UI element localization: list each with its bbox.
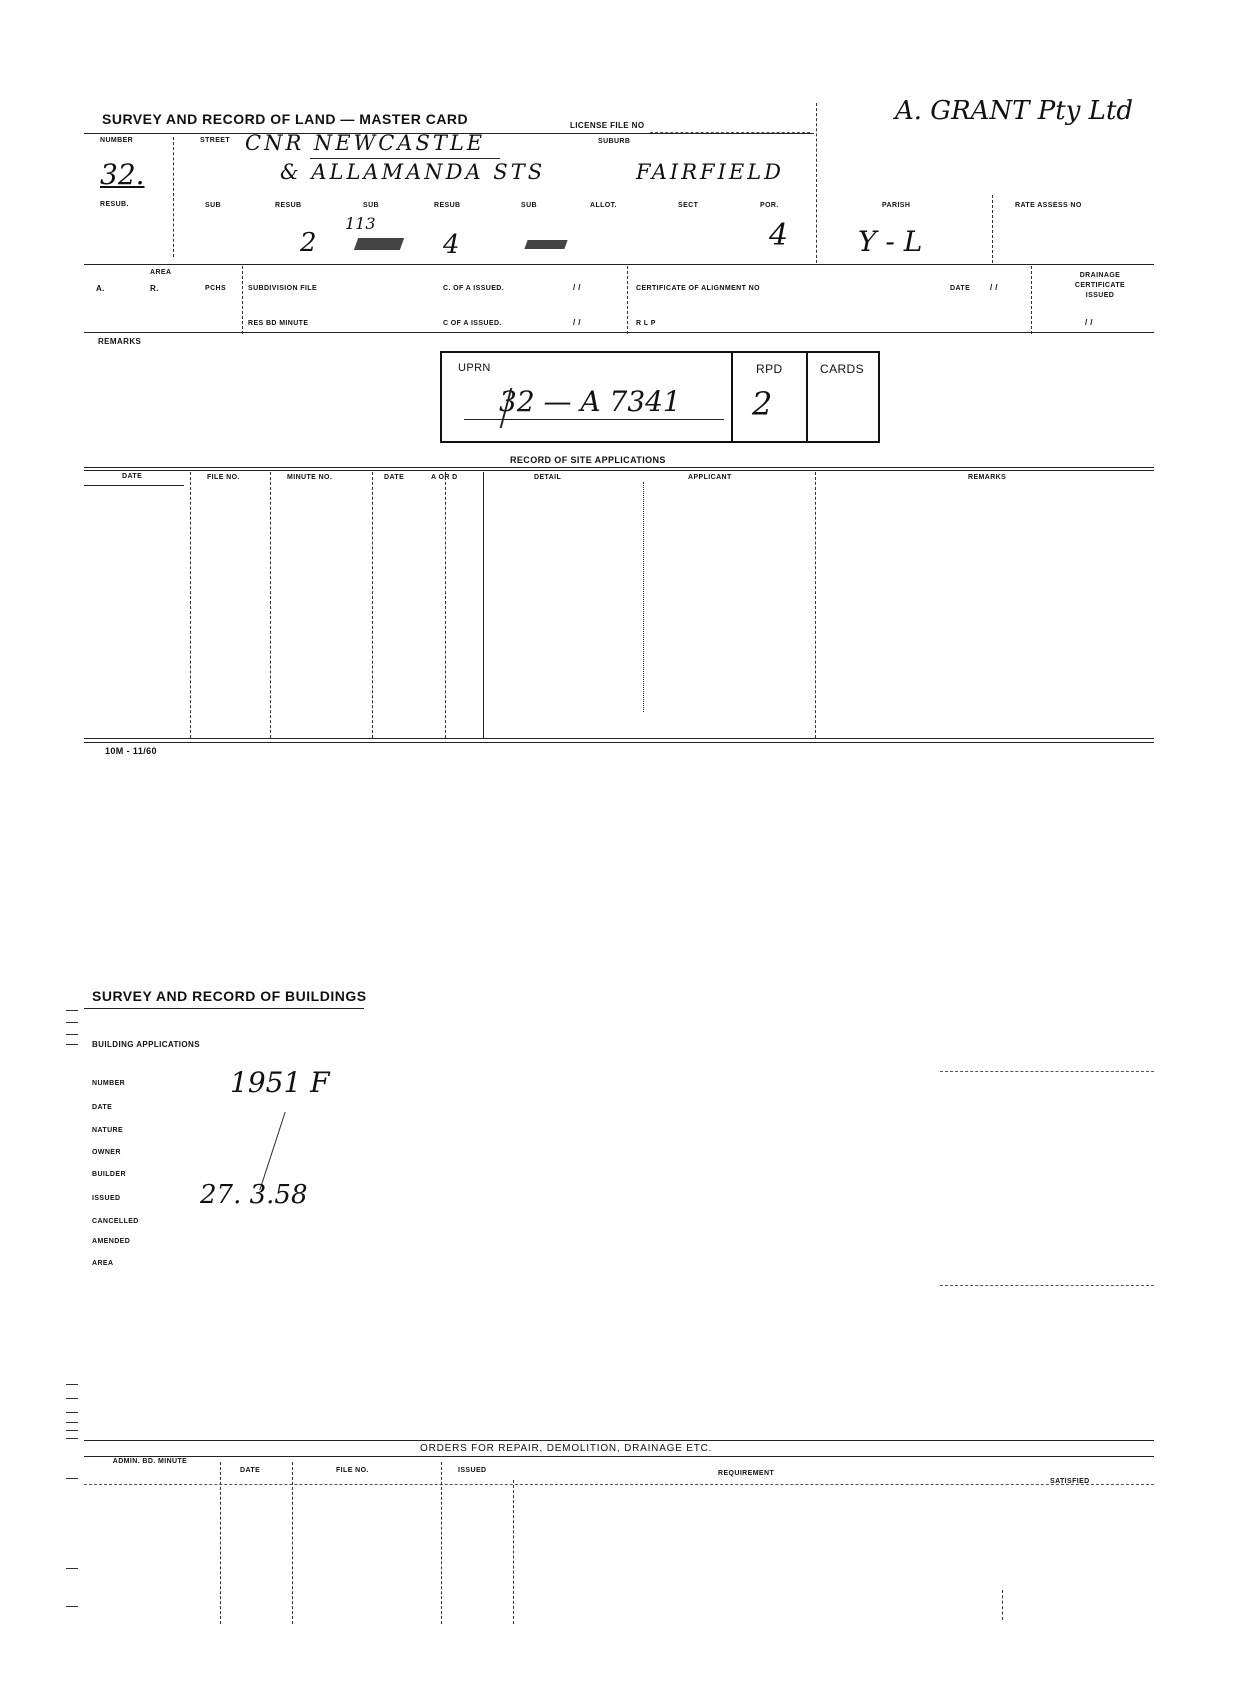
- date-label-area: DATE: [950, 285, 971, 292]
- col-orders-requirement: REQUIREMENT: [718, 1470, 775, 1477]
- col-orders-date: DATE: [240, 1467, 261, 1474]
- site-col-divider-2: [270, 472, 271, 738]
- area-a-label: A.: [96, 284, 105, 293]
- pchs-divider: [242, 266, 243, 334]
- number-col-divider: [173, 137, 174, 257]
- orders-title: ORDERS FOR REPAIR, DEMOLITION, DRAINAGE ETC.: [420, 1443, 713, 1454]
- margin-mark: [66, 1478, 78, 1479]
- col-orders-issued: ISSUED: [458, 1467, 487, 1474]
- margin-mark: [66, 1430, 78, 1431]
- field-builder: BUILDER: [92, 1171, 126, 1178]
- remarks-top-rule: [84, 332, 1154, 333]
- col-minute-no: MINUTE NO.: [287, 474, 333, 481]
- margin-mark: [66, 1010, 78, 1011]
- rlp-label: R L P: [636, 320, 656, 327]
- sub-label-3: SUB: [521, 202, 537, 209]
- margin-mark: [66, 1412, 78, 1413]
- drainage-label-3: ISSUED: [1085, 292, 1115, 299]
- remarks-label: REMARKS: [98, 337, 142, 346]
- site-apps-header-rule: [84, 485, 184, 486]
- area-label: AREA: [150, 269, 172, 276]
- handwritten-suburb: FAIRFIELD: [636, 160, 784, 184]
- allot-label: ALLOT.: [590, 202, 617, 209]
- field-cancelled: CANCELLED: [92, 1218, 139, 1225]
- col-detail: DETAIL: [534, 474, 562, 481]
- orders-header-rule: [84, 1484, 1154, 1485]
- pchs-label: PCHS: [205, 285, 227, 292]
- handwritten-sub-2: 4: [443, 230, 460, 260]
- site-applications-title: RECORD OF SITE APPLICATIONS: [510, 455, 666, 465]
- c-of-a-slashes-2: / /: [573, 318, 581, 327]
- handwritten-street-line2: & ALLAMANDA STS: [280, 160, 546, 184]
- land-card-title: SURVEY AND RECORD OF LAND — MASTER CARD: [102, 111, 469, 127]
- area-top-rule: [84, 264, 1154, 265]
- col-remarks: REMARKS: [968, 474, 1007, 481]
- field-amended: AMENDED: [92, 1238, 131, 1245]
- orders-col-divider-1: [220, 1462, 221, 1624]
- handwritten-issued-date: 27. 3.58: [200, 1180, 308, 1210]
- orders-col-divider-4: [513, 1480, 514, 1624]
- field-number: NUMBER: [92, 1080, 126, 1087]
- date-slashes-area: / /: [990, 283, 998, 292]
- margin-mark: [66, 1398, 78, 1399]
- site-col-divider-5: [483, 472, 484, 738]
- cards-label: CARDS: [820, 362, 865, 376]
- building-applications-label: BUILDING APPLICATIONS: [92, 1040, 200, 1049]
- sect-label: SECT: [678, 202, 699, 209]
- margin-mark: [66, 1034, 78, 1035]
- site-col-divider-4: [445, 472, 446, 738]
- buildings-title-rule: [84, 1008, 364, 1009]
- handwritten-street-line1: CNR NEWCASTLE: [245, 131, 486, 155]
- suburb-label: SUBURB: [598, 138, 631, 145]
- margin-mark: [66, 1384, 78, 1385]
- buildings-right-rule-2: [940, 1285, 1154, 1286]
- certificate-alignment-label: CERTIFICATE OF ALIGNMENT NO: [636, 285, 760, 292]
- drainage-slashes: / /: [1085, 318, 1093, 327]
- uprn-handwritten-value: 32 — A 7341: [499, 385, 681, 418]
- scribbled-out-mark-2: [524, 240, 567, 249]
- rpd-label: RPD: [756, 362, 783, 376]
- rpd-handwritten-value: 2: [752, 385, 773, 423]
- sub-label-1: SUB: [205, 202, 221, 209]
- drainage-label-1: DRAINAGE: [1079, 272, 1121, 279]
- field-owner: OWNER: [92, 1149, 121, 1156]
- site-col-divider-1: [190, 472, 191, 738]
- col-applicant: APPLICANT: [688, 474, 732, 481]
- street-label: STREET: [200, 137, 231, 144]
- col-file-no: FILE NO.: [207, 474, 240, 481]
- orders-top-rule: [84, 1440, 1154, 1441]
- resub-label-2: RESUB: [275, 202, 302, 209]
- col-a-or-d: A OR D: [431, 474, 458, 481]
- field-nature: NATURE: [92, 1127, 124, 1134]
- col-admin-bd-minute: ADMIN. BD. MINUTE: [112, 1458, 188, 1465]
- corner-handwritten-note: A. GRANT Pty Ltd: [895, 96, 1134, 126]
- parish-label: PARISH: [882, 202, 911, 209]
- site-col-divider-3: [372, 472, 373, 738]
- resub-label: RESUB.: [100, 201, 129, 208]
- margin-mark: [66, 1606, 78, 1607]
- margin-mark: [66, 1022, 78, 1023]
- handwritten-number: 32.: [100, 158, 145, 191]
- orders-col-divider-3: [441, 1462, 442, 1624]
- parish-divider: [992, 195, 993, 263]
- drainage-divider: [1031, 266, 1032, 334]
- por-label: POR.: [760, 202, 779, 209]
- site-apps-top-rule: [84, 467, 1154, 468]
- rate-assess-label: RATE ASSESS NO: [1015, 202, 1082, 209]
- handwritten-building-number: 1951 F: [230, 1066, 330, 1099]
- sub-label-2: SUB: [363, 202, 379, 209]
- field-area: AREA: [92, 1260, 114, 1267]
- col-orders-file-no: FILE NO.: [336, 1467, 369, 1474]
- alignment-divider: [627, 266, 628, 334]
- street-underline: [310, 158, 500, 159]
- c-of-a-issued-label: C. OF A ISSUED.: [443, 285, 505, 292]
- col-date: DATE: [122, 473, 143, 480]
- site-col-divider-7: [815, 472, 816, 738]
- uprn-rpd-divider: [731, 353, 733, 441]
- subdivision-file-label: SUBDIVISION FILE: [248, 285, 318, 292]
- land-right-divider: [816, 103, 817, 263]
- res-bd-minute-label: RES BD MINUTE: [248, 320, 309, 327]
- orders-col-divider-5: [1002, 1590, 1003, 1620]
- field-date: DATE: [92, 1104, 113, 1111]
- handwritten-slash-stroke: [259, 1112, 285, 1190]
- col-orders-satisfied: SATISFIED: [1050, 1478, 1090, 1485]
- orders-col-divider-2: [292, 1462, 293, 1624]
- col-date-2: DATE: [384, 474, 405, 481]
- area-r-label: R.: [150, 284, 159, 293]
- footer-code: 10M - 11/60: [105, 746, 157, 756]
- drainage-label-2: CERTIFICATE: [1074, 282, 1126, 289]
- buildings-title: SURVEY AND RECORD OF BUILDINGS: [92, 988, 367, 1004]
- site-apps-top-rule-2: [84, 470, 1154, 471]
- handwritten-resub: 2: [300, 228, 317, 258]
- margin-mark: [66, 1044, 78, 1045]
- orders-title-rule: [84, 1456, 1154, 1457]
- license-file-label: LICENSE FILE NO: [570, 121, 645, 130]
- c-of-a-slashes: / /: [573, 283, 581, 292]
- handwritten-sub-1: 113: [345, 214, 376, 233]
- margin-mark: [66, 1568, 78, 1569]
- handwritten-por: 4: [769, 218, 789, 253]
- site-apps-bottom-rule-2: [84, 742, 1154, 743]
- rpd-cards-divider: [806, 353, 808, 441]
- buildings-right-rule: [940, 1071, 1154, 1072]
- handwritten-parish: Y - L: [858, 225, 923, 258]
- uprn-underline: [464, 419, 724, 420]
- margin-mark: [66, 1422, 78, 1423]
- number-label: NUMBER: [100, 137, 134, 144]
- site-apps-bottom-rule: [84, 738, 1154, 739]
- field-issued: ISSUED: [92, 1195, 121, 1202]
- scribbled-out-mark-1: [354, 238, 404, 250]
- site-col-divider-6: [643, 482, 644, 712]
- resub-label-3: RESUB: [434, 202, 461, 209]
- c-of-a-issued-label-2: C OF A ISSUED.: [443, 320, 502, 327]
- uprn-label: UPRN: [458, 362, 491, 374]
- margin-mark: [66, 1438, 78, 1439]
